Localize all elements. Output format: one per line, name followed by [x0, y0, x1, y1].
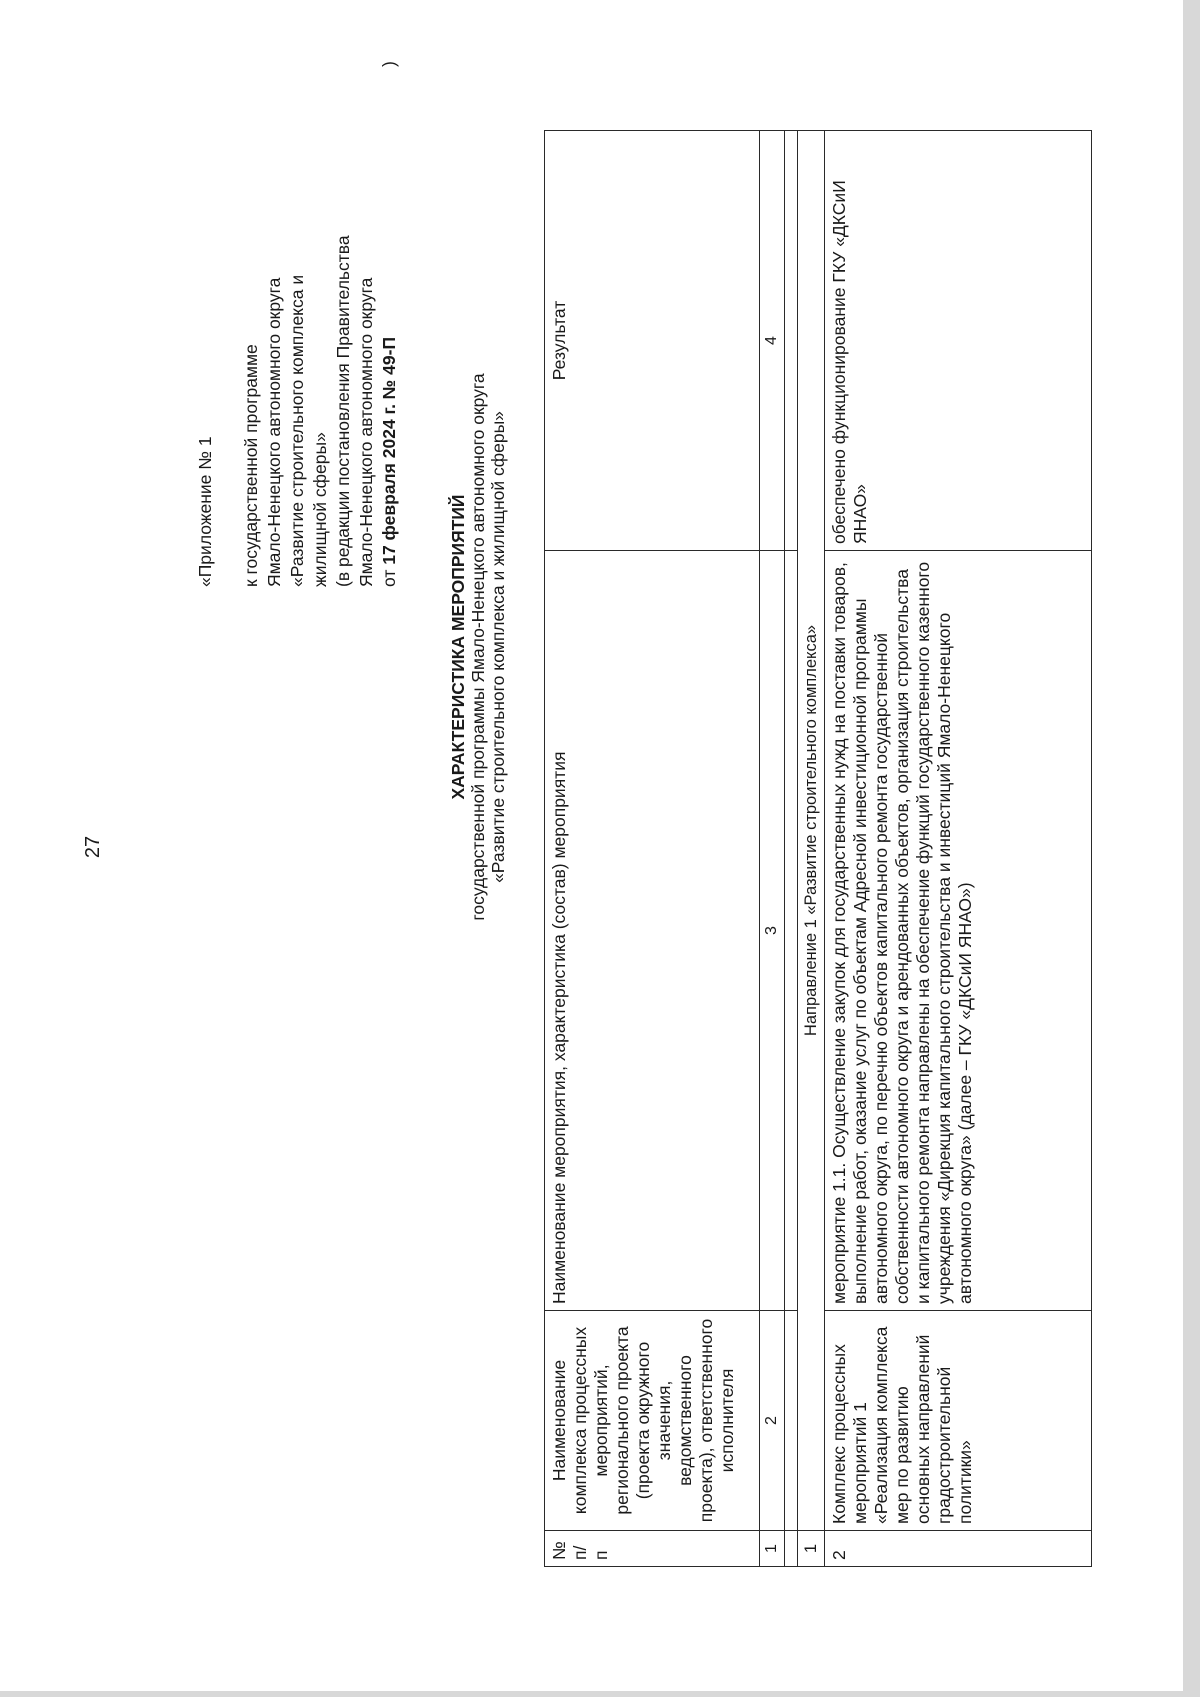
document-title-main: ХАРАКТЕРИСТИКА МЕРОПРИЯТИЙ [448, 494, 468, 800]
document-title [448, 197, 508, 1097]
appendix-date: 17 февраля 2024 г. № 49-П [379, 336, 399, 565]
document-title-line2: государственной программы Ямало-Ненецкого автономного округа [468, 373, 488, 921]
header-result: Результат [545, 131, 760, 551]
column-number: 2 [760, 1311, 785, 1531]
appendix-line: «Развитие строительного комплекса и [287, 274, 307, 587]
column-number: 1 [760, 1531, 785, 1567]
header-measure: Наименование мероприятия, характеристика (состав) мероприятия [545, 551, 760, 1311]
header-num: № п/п [545, 1531, 760, 1567]
separator-row [785, 131, 798, 1567]
direction-row [798, 131, 825, 1567]
appendix-line: жилищной сферы» [310, 432, 330, 587]
page-number: 27 [82, 835, 104, 859]
header-complex: Наименование комплекса процессных мероприятий, регионального проекта (проекта окружного значения, ведомственного проекта), ответственного исполнителя [545, 1311, 760, 1531]
row-measure: мероприятие 1.1. Осуществление закупок для государственных нужд на поставки товаров, выполнение работ, оказание услуг по объектам Адресной инвестиционной программы автономного округа, по перечню объектов капитального ремонта государственной собственности автономного округа и арендованных объектов, организация строительства и капитального ремонта направлены на обеспечение функций государственного казенного учреждения «Дирекция капитального строительства и инвестиций Ямало-Ненецкого автономного округа» (далее – ГКУ «ДКСиИ ЯНАО») [825, 551, 1092, 1311]
direction-num: 1 [798, 1531, 825, 1567]
table-header-row [545, 131, 760, 1567]
direction-title: Направление 1 «Развитие строительного комплекса» [798, 131, 825, 1531]
column-numbers-row [760, 131, 785, 1567]
appendix-date-prefix: от [379, 564, 399, 587]
measures-table [544, 130, 1092, 1567]
appendix-line: (в редакции постановления Правительства [333, 235, 353, 587]
appendix-closing-paren: ) [379, 61, 399, 67]
document-title-line3: «Развитие строительного комплекса и жилищной сферы» [488, 411, 508, 883]
appendix-title: «Приложение № 1 [195, 436, 215, 587]
row-num: 2 [825, 1531, 1092, 1567]
column-number: 3 [760, 551, 785, 1311]
appendix-line: Ямало-Ненецкого автономного округа [264, 277, 284, 587]
appendix-line: к государственной программе [241, 344, 261, 587]
table-row [825, 131, 1092, 1567]
appendix-header [194, 27, 401, 587]
row-result: обеспечено функционирование ГКУ «ДКСиИ ЯНАО» [825, 131, 1092, 551]
appendix-line: Ямало-Ненецкого автономного округа [356, 277, 376, 587]
appendix-date-line [378, 27, 401, 587]
row-complex: Комплекс процессных мероприятий 1 «Реализация комплекса мер по развитию основных направлений градостроительной политики» [825, 1311, 1092, 1531]
column-number: 4 [760, 131, 785, 551]
